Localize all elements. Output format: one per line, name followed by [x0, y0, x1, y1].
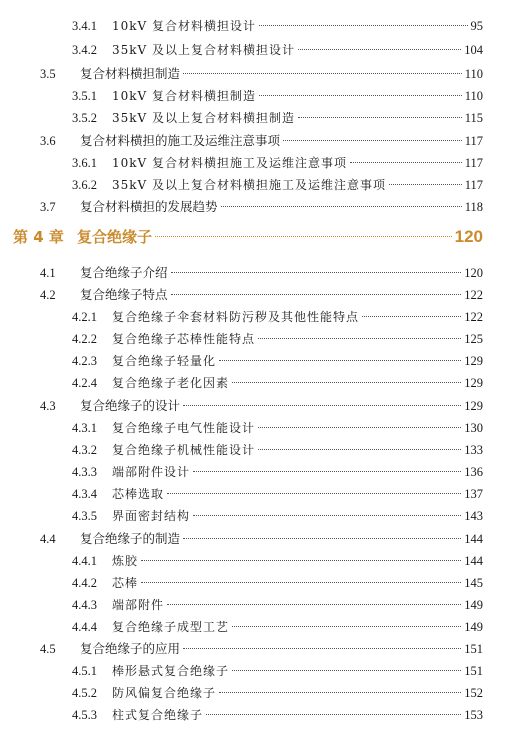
toc-entry[interactable]: [40, 265, 483, 281]
dot-leader: [167, 492, 461, 494]
toc-entry[interactable]: [72, 177, 483, 193]
toc-entry[interactable]: [72, 353, 483, 369]
toc-entry-number: 4.5: [40, 642, 56, 656]
toc-entry-title: 10kV 复合材料横担制造: [112, 89, 257, 103]
dot-leader: [232, 381, 461, 383]
toc-entry-page-number: 120: [464, 266, 483, 280]
toc-entry-title: 端部附件设计: [112, 465, 191, 479]
toc-entry[interactable]: [72, 42, 483, 58]
toc-entry-number: 4.5.3: [72, 708, 97, 722]
toc-entry-title: 10kV 复合材料横担设计: [112, 19, 257, 33]
dot-leader: [258, 426, 461, 428]
toc-entry[interactable]: [72, 486, 483, 502]
dot-leader: [155, 235, 452, 237]
toc-entry-number: 3.4.1: [72, 19, 97, 33]
toc-entry-title: 防风偏复合绝缘子: [112, 686, 217, 700]
toc-entry-page-number: 110: [464, 67, 483, 81]
toc-entry-title: 复合绝缘子老化因素: [112, 376, 230, 390]
toc-entry[interactable]: [40, 531, 483, 547]
toc-entry[interactable]: [72, 18, 483, 34]
toc-entry-number: 4.5.2: [72, 686, 97, 700]
toc-entry[interactable]: [72, 707, 483, 723]
dot-leader: [283, 139, 462, 141]
toc-entry-page-number: 153: [464, 708, 483, 722]
dot-leader: [258, 448, 461, 450]
toc-entry-number: 3.6.2: [72, 178, 97, 192]
toc-entry-title: 10kV 复合材料横担施工及运维注意事项: [112, 156, 348, 170]
toc-entry-title: 复合绝缘子成型工艺: [112, 620, 230, 634]
toc-entry-number: 4.2.3: [72, 354, 97, 368]
toc-entry-title: 复合绝缘子电气性能设计: [112, 421, 256, 435]
toc-entry-page-number: 151: [464, 664, 483, 678]
toc-entry-number: 3.5.2: [72, 111, 97, 125]
toc-entry[interactable]: [40, 398, 483, 414]
toc-entry-number: 4.2.4: [72, 376, 97, 390]
toc-entry-number: 3.6.1: [72, 156, 97, 170]
toc-entry[interactable]: [72, 420, 483, 436]
toc-entry[interactable]: [72, 575, 483, 591]
toc-entry-number: 4.2.2: [72, 332, 97, 346]
toc-entry-page-number: 151: [464, 642, 483, 656]
dot-leader: [141, 581, 461, 583]
toc-entry-title: 复合绝缘子的应用: [80, 641, 181, 656]
toc-entry-number: 3.5.1: [72, 89, 97, 103]
dot-leader: [183, 537, 461, 539]
toc-entry-title: 35kV 及以上复合材料横担制造: [112, 111, 296, 125]
toc-entry-page-number: 117: [464, 156, 483, 170]
dot-leader: [298, 116, 462, 118]
toc-entry-title: 芯棒选取: [112, 487, 165, 501]
dot-leader: [183, 404, 461, 406]
dot-leader: [183, 72, 462, 74]
toc-entry-page-number: 133: [464, 443, 483, 457]
toc-entry-title: 复合绝缘子介绍: [80, 265, 168, 280]
dot-leader: [171, 271, 462, 273]
toc-entry-page-number: 145: [464, 576, 483, 590]
toc-entry[interactable]: [72, 110, 483, 126]
dot-leader: [259, 94, 462, 96]
toc-entry-number: 4.3: [40, 399, 56, 413]
toc-entry-number: 4.3.1: [72, 421, 97, 435]
toc-entry-page-number: 110: [464, 89, 483, 103]
toc-entry-title: 35kV 及以上复合材料横担设计: [112, 43, 296, 57]
toc-entry-page-number: 137: [464, 487, 483, 501]
toc-entry-number: 4.2.1: [72, 310, 97, 324]
toc-entry-page-number: 122: [464, 288, 483, 302]
toc-entry-title: 柱式复合绝缘子: [112, 708, 204, 722]
dot-leader: [232, 669, 461, 671]
toc-entry-title: 炼胶: [112, 554, 139, 568]
dot-leader: [258, 337, 461, 339]
toc-entry-number: 第 4 章: [13, 228, 64, 246]
toc-entry-number: 4.4.1: [72, 554, 97, 568]
toc-entry-title: 复合绝缘子: [77, 228, 153, 246]
toc-entry-page-number: 122: [464, 310, 483, 324]
toc-entry[interactable]: [40, 133, 483, 149]
dot-leader: [193, 470, 461, 472]
toc-entry-page-number: 143: [464, 509, 483, 523]
toc-entry-page-number: 144: [464, 554, 483, 568]
toc-entry-number: 4.3.3: [72, 465, 97, 479]
toc-entry[interactable]: [72, 663, 483, 679]
toc-entry[interactable]: [72, 442, 483, 458]
toc-entry-title: 端部附件: [112, 598, 165, 612]
toc-entry[interactable]: [40, 199, 483, 215]
toc-entry[interactable]: [72, 88, 483, 104]
toc-entry-page-number: 149: [464, 620, 483, 634]
toc-entry-number: 4.3.4: [72, 487, 97, 501]
toc-entry-title: 35kV 及以上复合材料横担施工及运维注意事项: [112, 178, 387, 192]
toc-entry-number: 4.4.3: [72, 598, 97, 612]
toc-entry[interactable]: [72, 685, 483, 701]
toc-entry-title: 复合材料横担的施工及运维注意事项: [80, 133, 281, 148]
toc-entry-number: 4.4.2: [72, 576, 97, 590]
toc-entry[interactable]: [72, 375, 483, 391]
toc-entry-page-number: 129: [464, 354, 483, 368]
toc-entry-page-number: 95: [470, 19, 483, 33]
toc-entry[interactable]: [72, 553, 483, 569]
dot-leader: [167, 603, 461, 605]
toc-entry-title: 复合材料横担的发展趋势: [80, 199, 218, 214]
toc-entry[interactable]: [40, 287, 483, 303]
toc-entry-page-number: 130: [464, 421, 483, 435]
toc-entry-title: 芯棒: [112, 576, 139, 590]
toc-entry-title: 复合绝缘子特点: [80, 287, 168, 302]
toc-entry-title: 界面密封结构: [112, 509, 191, 523]
toc-entry[interactable]: [72, 597, 483, 613]
toc-entry-title: 复合绝缘子伞套材料防污秽及其他性能特点: [112, 310, 360, 324]
toc-entry-number: 4.3.2: [72, 443, 97, 457]
toc-entry-number: 4.3.5: [72, 509, 97, 523]
toc-entry-title: 复合绝缘子轻量化: [112, 354, 217, 368]
dot-leader: [171, 293, 462, 295]
toc-entry-number: 3.5: [40, 67, 56, 81]
dot-leader: [183, 647, 461, 649]
dot-leader: [141, 559, 461, 561]
toc-entry[interactable]: [72, 464, 483, 480]
dot-leader: [232, 625, 461, 627]
dot-leader: [362, 315, 461, 317]
toc-entry-title: 复合绝缘子的制造: [80, 531, 181, 546]
toc-entry-number: 4.1: [40, 266, 56, 280]
toc-entry-page-number: 152: [464, 686, 483, 700]
dot-leader: [206, 713, 461, 715]
toc-entry-number: 4.5.1: [72, 664, 97, 678]
toc-entry[interactable]: [40, 641, 483, 657]
toc-entry-number: 3.6: [40, 134, 56, 148]
toc-entry-number: 4.2: [40, 288, 56, 302]
toc-entry-number: 3.7: [40, 200, 56, 214]
toc-entry-page-number: 120: [454, 227, 483, 246]
toc-entry-title: 复合材料横担制造: [80, 66, 181, 81]
toc-entry-title: 复合绝缘子芯棒性能特点: [112, 332, 256, 346]
toc-entry-title: 棒形悬式复合绝缘子: [112, 664, 230, 678]
dot-leader: [219, 691, 461, 693]
dot-leader: [221, 205, 462, 207]
dot-leader: [219, 359, 461, 361]
toc-entry-page-number: 129: [464, 399, 483, 413]
dot-leader: [259, 24, 467, 26]
toc-entry-number: 4.4: [40, 532, 56, 546]
toc-chapter-entry[interactable]: [13, 229, 483, 245]
toc-entry[interactable]: [40, 66, 483, 82]
toc-entry-page-number: 117: [464, 178, 483, 192]
toc-entry-page-number: 149: [464, 598, 483, 612]
toc-entry-number: 4.4.4: [72, 620, 97, 634]
dot-leader: [193, 514, 461, 516]
toc-entry-page-number: 117: [464, 134, 483, 148]
toc-entry-page-number: 104: [464, 43, 483, 57]
toc-entry-page-number: 129: [464, 376, 483, 390]
toc-entry[interactable]: [72, 309, 483, 325]
dot-leader: [350, 161, 462, 163]
toc-entry-title: 复合绝缘子机械性能设计: [112, 443, 256, 457]
dot-leader: [298, 48, 461, 50]
toc-entry-number: 3.4.2: [72, 43, 97, 57]
toc-entry[interactable]: [72, 155, 483, 171]
toc-entry-page-number: 125: [464, 332, 483, 346]
toc-entry[interactable]: [72, 508, 483, 524]
toc-entry-title: 复合绝缘子的设计: [80, 398, 181, 413]
toc-entry-page-number: 115: [464, 111, 483, 125]
toc-entry[interactable]: [72, 619, 483, 635]
toc-entry-page-number: 118: [464, 200, 483, 214]
toc-entry-page-number: 136: [464, 465, 483, 479]
toc-entry-page-number: 144: [464, 532, 483, 546]
toc-entry[interactable]: [72, 331, 483, 347]
dot-leader: [389, 183, 462, 185]
